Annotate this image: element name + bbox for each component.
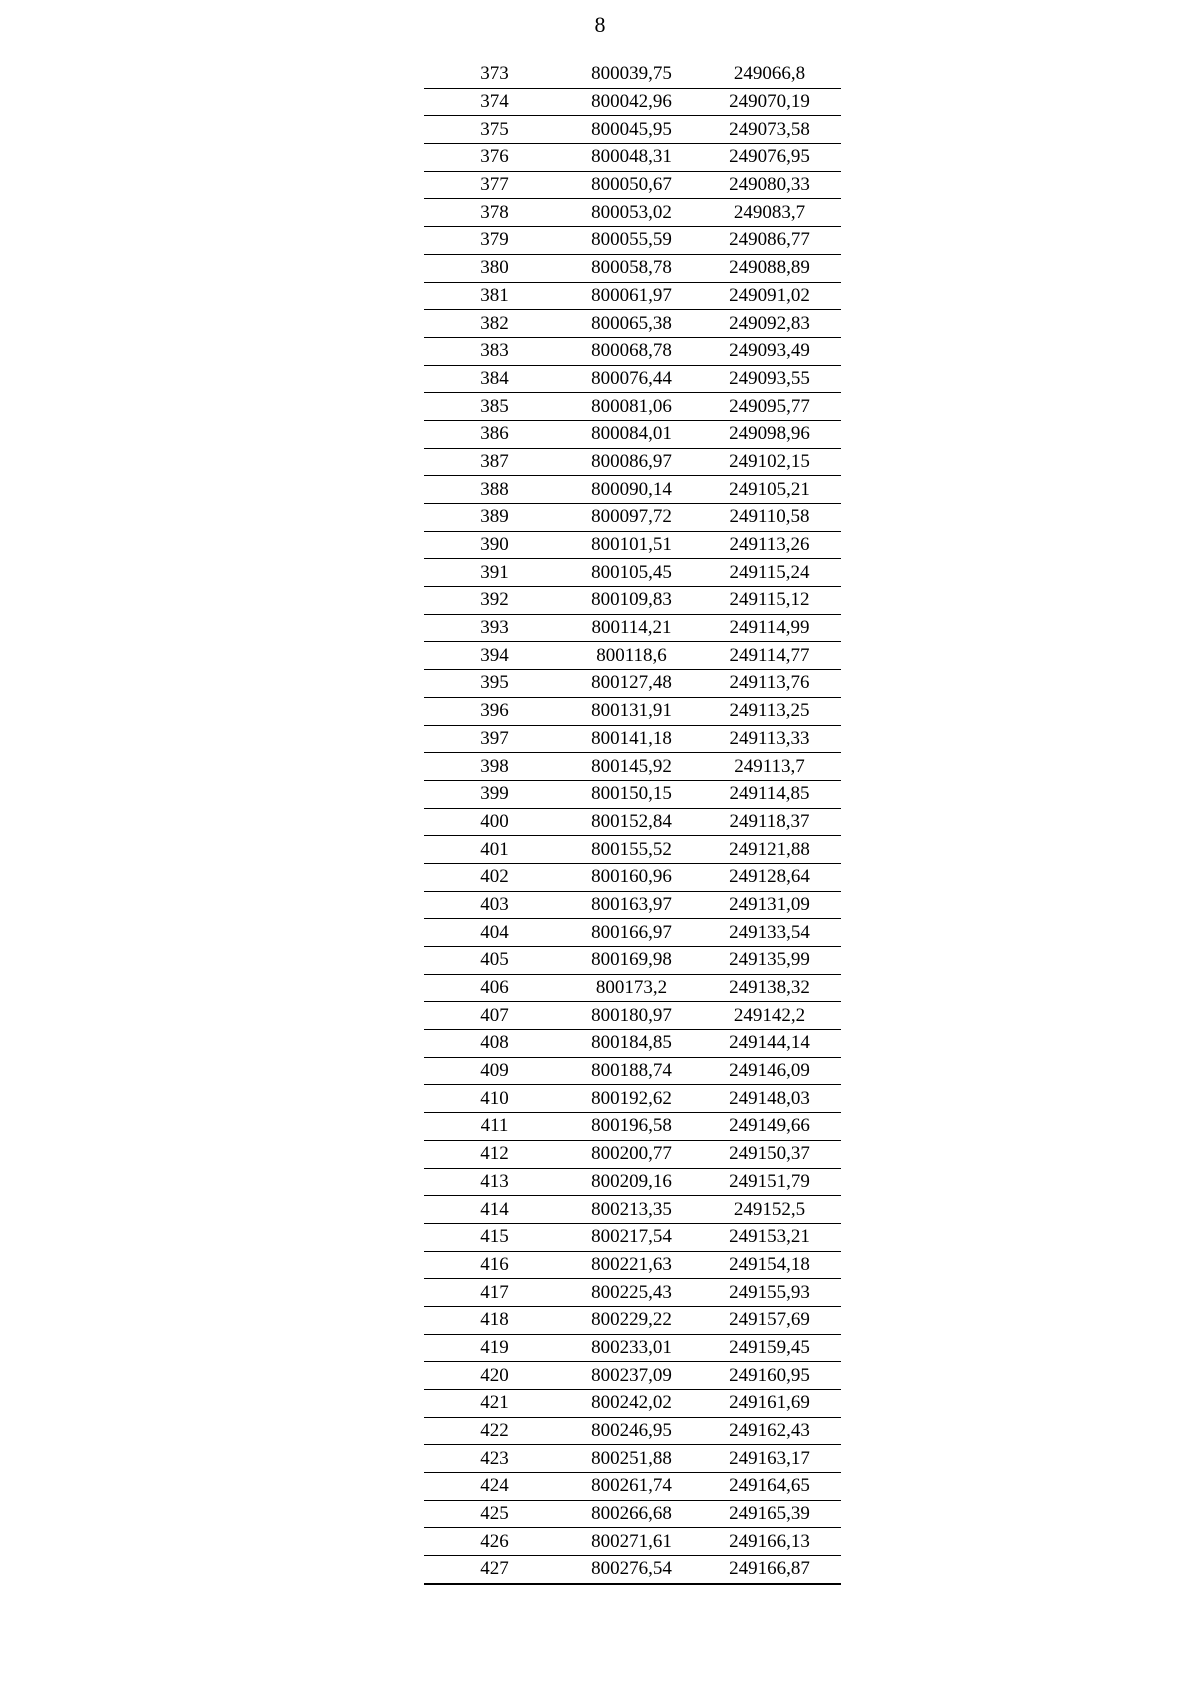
x-coordinate-cell: 800131,91 — [565, 697, 698, 725]
point-number-cell: 402 — [424, 863, 565, 891]
table-row — [424, 836, 841, 864]
x-coordinate-cell: 800109,83 — [565, 587, 698, 615]
table-row — [424, 919, 841, 947]
table-row — [424, 1085, 841, 1113]
point-number-cell: 379 — [424, 227, 565, 255]
point-number-cell: 386 — [424, 420, 565, 448]
x-coordinate-cell: 800101,51 — [565, 531, 698, 559]
point-number-cell: 403 — [424, 891, 565, 919]
x-coordinate-cell: 800155,52 — [565, 836, 698, 864]
x-coordinate-cell: 800141,18 — [565, 725, 698, 753]
table-row — [424, 171, 841, 199]
coordinates-table — [424, 61, 841, 1585]
y-coordinate-cell: 249131,09 — [698, 891, 841, 919]
table-row — [424, 587, 841, 615]
y-coordinate-cell: 249091,02 — [698, 282, 841, 310]
point-number-cell: 413 — [424, 1168, 565, 1196]
point-number-cell: 389 — [424, 504, 565, 532]
y-coordinate-cell: 249070,19 — [698, 88, 841, 116]
point-number-cell: 424 — [424, 1473, 565, 1501]
point-number-cell: 405 — [424, 947, 565, 975]
y-coordinate-cell: 249166,13 — [698, 1528, 841, 1556]
table-row — [424, 725, 841, 753]
point-number-cell: 408 — [424, 1030, 565, 1058]
point-number-cell: 425 — [424, 1500, 565, 1528]
point-number-cell: 423 — [424, 1445, 565, 1473]
y-coordinate-cell: 249113,7 — [698, 753, 841, 781]
y-coordinate-cell: 249152,5 — [698, 1196, 841, 1224]
table-row — [424, 1473, 841, 1501]
table-row — [424, 863, 841, 891]
x-coordinate-cell: 800184,85 — [565, 1030, 698, 1058]
y-coordinate-cell: 249115,12 — [698, 587, 841, 615]
point-number-cell: 380 — [424, 254, 565, 282]
point-number-cell: 382 — [424, 310, 565, 338]
y-coordinate-cell: 249149,66 — [698, 1113, 841, 1141]
y-coordinate-cell: 249088,89 — [698, 254, 841, 282]
x-coordinate-cell: 800221,63 — [565, 1251, 698, 1279]
table-row — [424, 337, 841, 365]
y-coordinate-cell: 249133,54 — [698, 919, 841, 947]
y-coordinate-cell: 249115,24 — [698, 559, 841, 587]
x-coordinate-cell: 800271,61 — [565, 1528, 698, 1556]
point-number-cell: 416 — [424, 1251, 565, 1279]
y-coordinate-cell: 249110,58 — [698, 504, 841, 532]
table-row — [424, 1390, 841, 1418]
y-coordinate-cell: 249161,69 — [698, 1390, 841, 1418]
y-coordinate-cell: 249121,88 — [698, 836, 841, 864]
x-coordinate-cell: 800163,97 — [565, 891, 698, 919]
point-number-cell: 409 — [424, 1057, 565, 1085]
y-coordinate-cell: 249164,65 — [698, 1473, 841, 1501]
table-row — [424, 1528, 841, 1556]
table-row — [424, 504, 841, 532]
y-coordinate-cell: 249113,26 — [698, 531, 841, 559]
point-number-cell: 376 — [424, 144, 565, 172]
table-row — [424, 1002, 841, 1030]
point-number-cell: 415 — [424, 1223, 565, 1251]
y-coordinate-cell: 249142,2 — [698, 1002, 841, 1030]
y-coordinate-cell: 249114,99 — [698, 614, 841, 642]
table-row — [424, 780, 841, 808]
y-coordinate-cell: 249098,96 — [698, 420, 841, 448]
point-number-cell: 381 — [424, 282, 565, 310]
x-coordinate-cell: 800242,02 — [565, 1390, 698, 1418]
y-coordinate-cell: 249155,93 — [698, 1279, 841, 1307]
y-coordinate-cell: 249113,33 — [698, 725, 841, 753]
x-coordinate-cell: 800114,21 — [565, 614, 698, 642]
y-coordinate-cell: 249138,32 — [698, 974, 841, 1002]
x-coordinate-cell: 800097,72 — [565, 504, 698, 532]
x-coordinate-cell: 800237,09 — [565, 1362, 698, 1390]
x-coordinate-cell: 800105,45 — [565, 559, 698, 587]
point-number-cell: 422 — [424, 1417, 565, 1445]
table-row — [424, 1168, 841, 1196]
point-number-cell: 377 — [424, 171, 565, 199]
x-coordinate-cell: 800145,92 — [565, 753, 698, 781]
y-coordinate-cell: 249157,69 — [698, 1306, 841, 1334]
point-number-cell: 393 — [424, 614, 565, 642]
x-coordinate-cell: 800048,31 — [565, 144, 698, 172]
y-coordinate-cell: 249163,17 — [698, 1445, 841, 1473]
x-coordinate-cell: 800076,44 — [565, 365, 698, 393]
table-row — [424, 282, 841, 310]
y-coordinate-cell: 249151,79 — [698, 1168, 841, 1196]
point-number-cell: 406 — [424, 974, 565, 1002]
x-coordinate-cell: 800058,78 — [565, 254, 698, 282]
point-number-cell: 388 — [424, 476, 565, 504]
point-number-cell: 391 — [424, 559, 565, 587]
table-row — [424, 891, 841, 919]
y-coordinate-cell: 249105,21 — [698, 476, 841, 504]
x-coordinate-cell: 800209,16 — [565, 1168, 698, 1196]
table-row — [424, 1556, 841, 1584]
point-number-cell: 395 — [424, 670, 565, 698]
x-coordinate-cell: 800039,75 — [565, 61, 698, 88]
point-number-cell: 390 — [424, 531, 565, 559]
x-coordinate-cell: 800081,06 — [565, 393, 698, 421]
y-coordinate-cell: 249113,76 — [698, 670, 841, 698]
table-row — [424, 1500, 841, 1528]
point-number-cell: 374 — [424, 88, 565, 116]
x-coordinate-cell: 800068,78 — [565, 337, 698, 365]
x-coordinate-cell: 800166,97 — [565, 919, 698, 947]
table-row — [424, 808, 841, 836]
point-number-cell: 407 — [424, 1002, 565, 1030]
y-coordinate-cell: 249114,77 — [698, 642, 841, 670]
table-row — [424, 365, 841, 393]
x-coordinate-cell: 800251,88 — [565, 1445, 698, 1473]
y-coordinate-cell: 249076,95 — [698, 144, 841, 172]
x-coordinate-cell: 800045,95 — [565, 116, 698, 144]
table-row — [424, 614, 841, 642]
y-coordinate-cell: 249086,77 — [698, 227, 841, 255]
point-number-cell: 411 — [424, 1113, 565, 1141]
x-coordinate-cell: 800180,97 — [565, 1002, 698, 1030]
y-coordinate-cell: 249150,37 — [698, 1140, 841, 1168]
table-row — [424, 559, 841, 587]
x-coordinate-cell: 800188,74 — [565, 1057, 698, 1085]
x-coordinate-cell: 800090,14 — [565, 476, 698, 504]
y-coordinate-cell: 249118,37 — [698, 808, 841, 836]
y-coordinate-cell: 249162,43 — [698, 1417, 841, 1445]
x-coordinate-cell: 800042,96 — [565, 88, 698, 116]
table-row — [424, 1417, 841, 1445]
point-number-cell: 399 — [424, 780, 565, 808]
x-coordinate-cell: 800266,68 — [565, 1500, 698, 1528]
table-row — [424, 393, 841, 421]
table-row — [424, 1223, 841, 1251]
x-coordinate-cell: 800055,59 — [565, 227, 698, 255]
table-row — [424, 531, 841, 559]
point-number-cell: 385 — [424, 393, 565, 421]
table-row — [424, 227, 841, 255]
y-coordinate-cell: 249148,03 — [698, 1085, 841, 1113]
page-number: 8 — [594, 12, 606, 37]
point-number-cell: 419 — [424, 1334, 565, 1362]
table-row — [424, 476, 841, 504]
y-coordinate-cell: 249146,09 — [698, 1057, 841, 1085]
table-row — [424, 642, 841, 670]
point-number-cell: 421 — [424, 1390, 565, 1418]
y-coordinate-cell: 249095,77 — [698, 393, 841, 421]
table-row — [424, 420, 841, 448]
x-coordinate-cell: 800160,96 — [565, 863, 698, 891]
point-number-cell: 412 — [424, 1140, 565, 1168]
y-coordinate-cell: 249159,45 — [698, 1334, 841, 1362]
y-coordinate-cell: 249113,25 — [698, 697, 841, 725]
point-number-cell: 398 — [424, 753, 565, 781]
x-coordinate-cell: 800065,38 — [565, 310, 698, 338]
y-coordinate-cell: 249144,14 — [698, 1030, 841, 1058]
table-row — [424, 1030, 841, 1058]
y-coordinate-cell: 249166,87 — [698, 1556, 841, 1584]
point-number-cell: 397 — [424, 725, 565, 753]
point-number-cell: 417 — [424, 1279, 565, 1307]
table-row — [424, 1334, 841, 1362]
table-row — [424, 310, 841, 338]
table-row — [424, 1057, 841, 1085]
table-row — [424, 199, 841, 227]
x-coordinate-cell: 800118,6 — [565, 642, 698, 670]
x-coordinate-cell: 800217,54 — [565, 1223, 698, 1251]
point-number-cell: 401 — [424, 836, 565, 864]
y-coordinate-cell: 249114,85 — [698, 780, 841, 808]
x-coordinate-cell: 800084,01 — [565, 420, 698, 448]
y-coordinate-cell: 249154,18 — [698, 1251, 841, 1279]
table-row — [424, 753, 841, 781]
x-coordinate-cell: 800196,58 — [565, 1113, 698, 1141]
point-number-cell: 404 — [424, 919, 565, 947]
y-coordinate-cell: 249093,49 — [698, 337, 841, 365]
x-coordinate-cell: 800233,01 — [565, 1334, 698, 1362]
point-number-cell: 414 — [424, 1196, 565, 1224]
point-number-cell: 418 — [424, 1306, 565, 1334]
table-row — [424, 144, 841, 172]
x-coordinate-cell: 800213,35 — [565, 1196, 698, 1224]
point-number-cell: 375 — [424, 116, 565, 144]
x-coordinate-cell: 800150,15 — [565, 780, 698, 808]
table-row — [424, 1251, 841, 1279]
table-row — [424, 947, 841, 975]
point-number-cell: 410 — [424, 1085, 565, 1113]
table-row — [424, 61, 841, 88]
x-coordinate-cell: 800229,22 — [565, 1306, 698, 1334]
point-number-cell: 383 — [424, 337, 565, 365]
table-row — [424, 448, 841, 476]
x-coordinate-cell: 800152,84 — [565, 808, 698, 836]
y-coordinate-cell: 249093,55 — [698, 365, 841, 393]
x-coordinate-cell: 800173,2 — [565, 974, 698, 1002]
x-coordinate-cell: 800061,97 — [565, 282, 698, 310]
x-coordinate-cell: 800053,02 — [565, 199, 698, 227]
x-coordinate-cell: 800261,74 — [565, 1473, 698, 1501]
x-coordinate-cell: 800086,97 — [565, 448, 698, 476]
table-row — [424, 1362, 841, 1390]
point-number-cell: 384 — [424, 365, 565, 393]
table-row — [424, 697, 841, 725]
x-coordinate-cell: 800200,77 — [565, 1140, 698, 1168]
table-row — [424, 1279, 841, 1307]
point-number-cell: 392 — [424, 587, 565, 615]
y-coordinate-cell: 249128,64 — [698, 863, 841, 891]
y-coordinate-cell: 249073,58 — [698, 116, 841, 144]
y-coordinate-cell: 249080,33 — [698, 171, 841, 199]
point-number-cell: 396 — [424, 697, 565, 725]
y-coordinate-cell: 249165,39 — [698, 1500, 841, 1528]
table-row — [424, 1445, 841, 1473]
table-row — [424, 1113, 841, 1141]
x-coordinate-cell: 800192,62 — [565, 1085, 698, 1113]
y-coordinate-cell: 249083,7 — [698, 199, 841, 227]
point-number-cell: 426 — [424, 1528, 565, 1556]
x-coordinate-cell: 800276,54 — [565, 1556, 698, 1584]
y-coordinate-cell: 249092,83 — [698, 310, 841, 338]
table-row — [424, 1140, 841, 1168]
table-row — [424, 1306, 841, 1334]
x-coordinate-cell: 800225,43 — [565, 1279, 698, 1307]
table-row — [424, 88, 841, 116]
point-number-cell: 394 — [424, 642, 565, 670]
x-coordinate-cell: 800127,48 — [565, 670, 698, 698]
y-coordinate-cell: 249160,95 — [698, 1362, 841, 1390]
coordinates-table-body — [424, 61, 841, 1584]
point-number-cell: 400 — [424, 808, 565, 836]
x-coordinate-cell: 800050,67 — [565, 171, 698, 199]
point-number-cell: 387 — [424, 448, 565, 476]
x-coordinate-cell: 800246,95 — [565, 1417, 698, 1445]
y-coordinate-cell: 249102,15 — [698, 448, 841, 476]
table-row — [424, 1196, 841, 1224]
point-number-cell: 373 — [424, 61, 565, 88]
y-coordinate-cell: 249135,99 — [698, 947, 841, 975]
table-row — [424, 974, 841, 1002]
y-coordinate-cell: 249153,21 — [698, 1223, 841, 1251]
table-row — [424, 116, 841, 144]
point-number-cell: 420 — [424, 1362, 565, 1390]
table-row — [424, 670, 841, 698]
point-number-cell: 427 — [424, 1556, 565, 1584]
point-number-cell: 378 — [424, 199, 565, 227]
table-row — [424, 254, 841, 282]
x-coordinate-cell: 800169,98 — [565, 947, 698, 975]
y-coordinate-cell: 249066,8 — [698, 61, 841, 88]
